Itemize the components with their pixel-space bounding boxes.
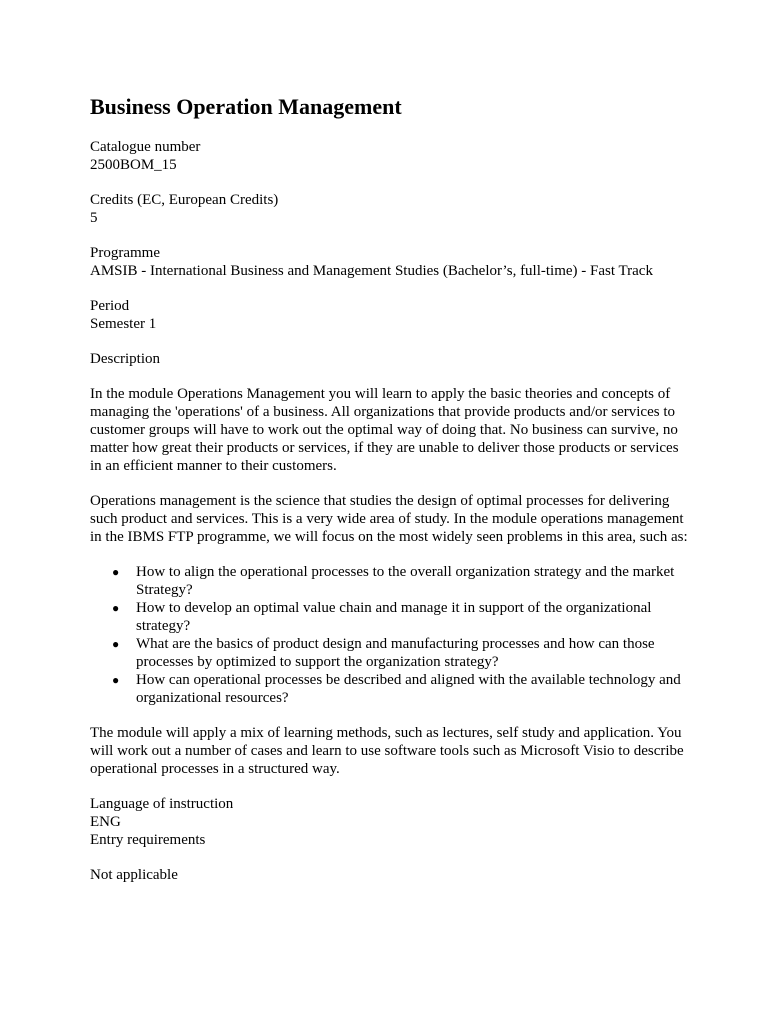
description-label: Description — [90, 351, 160, 367]
programme-field — [90, 244, 690, 280]
bullet-icon: ● — [112, 601, 120, 615]
list-item — [112, 563, 690, 599]
credits-label: Credits (EC, European Credits) — [90, 192, 279, 208]
period-label: Period — [90, 298, 130, 314]
description-heading-field — [90, 350, 690, 368]
period-field — [90, 297, 690, 333]
entry-requirements-field — [90, 866, 690, 884]
page-title: Business Operation Management — [90, 94, 402, 119]
catalogue-value: 2500BOM_15 — [90, 157, 177, 173]
entry-requirements-label: Entry requirements — [90, 832, 206, 848]
bullet-icon: ● — [112, 673, 120, 687]
bullet-icon: ● — [112, 637, 120, 651]
language-value: ENG — [90, 814, 121, 830]
list-item — [112, 635, 690, 671]
description-paragraph-2: Operations management is the science that studies the design of optimal processes for delivering such product and services. This is a very wide area of study. In the module operations management in the IBMS FTP programme, we will focus on the most widely seen problems in this area, such as: — [90, 493, 688, 545]
language-label: Language of instruction — [90, 796, 234, 812]
catalogue-label: Catalogue number — [90, 139, 201, 155]
list-item — [112, 599, 690, 635]
credits-value: 5 — [90, 210, 98, 226]
entry-requirements-value: Not applicable — [90, 867, 178, 883]
list-item-text: How to develop an optimal value chain and manage it in support of the organizational strategy? — [136, 600, 652, 634]
document-page — [90, 93, 690, 901]
list-item-text: How can operational processes be described and aligned with the available technology and organizational resources? — [136, 672, 681, 706]
list-item — [112, 671, 690, 707]
credits-field — [90, 191, 690, 227]
catalogue-field — [90, 138, 690, 174]
description-paragraph-3: The module will apply a mix of learning methods, such as lectures, self study and application. You will work out a number of cases and learn to use software tools such as Microsoft Visio to describe operational processes in a structured way. — [90, 725, 684, 777]
programme-value: AMSIB - International Business and Management Studies (Bachelor’s, full-time) - Fast Track — [90, 263, 653, 279]
period-value: Semester 1 — [90, 316, 157, 332]
description-bullet-list — [90, 563, 690, 707]
language-field — [90, 795, 690, 831]
programme-label: Programme — [90, 245, 160, 261]
bullet-icon: ● — [112, 565, 120, 579]
description-paragraph-1: In the module Operations Management you will learn to apply the basic theories and concepts of managing the 'operations' of a business. All organizations that provide products and/or services to customer groups will have to work out the optimal way of doing that. No business can survive, no matter how great their products or services, if they are unable to deliver those products or services in an efficient manner to their customers. — [90, 386, 679, 474]
list-item-text: What are the basics of product design and manufacturing processes and how can those processes by optimized to support the organization strategy? — [136, 636, 655, 670]
entry-requirements-heading — [90, 831, 690, 849]
list-item-text: How to align the operational processes to the overall organization strategy and the market Strategy? — [136, 564, 675, 598]
